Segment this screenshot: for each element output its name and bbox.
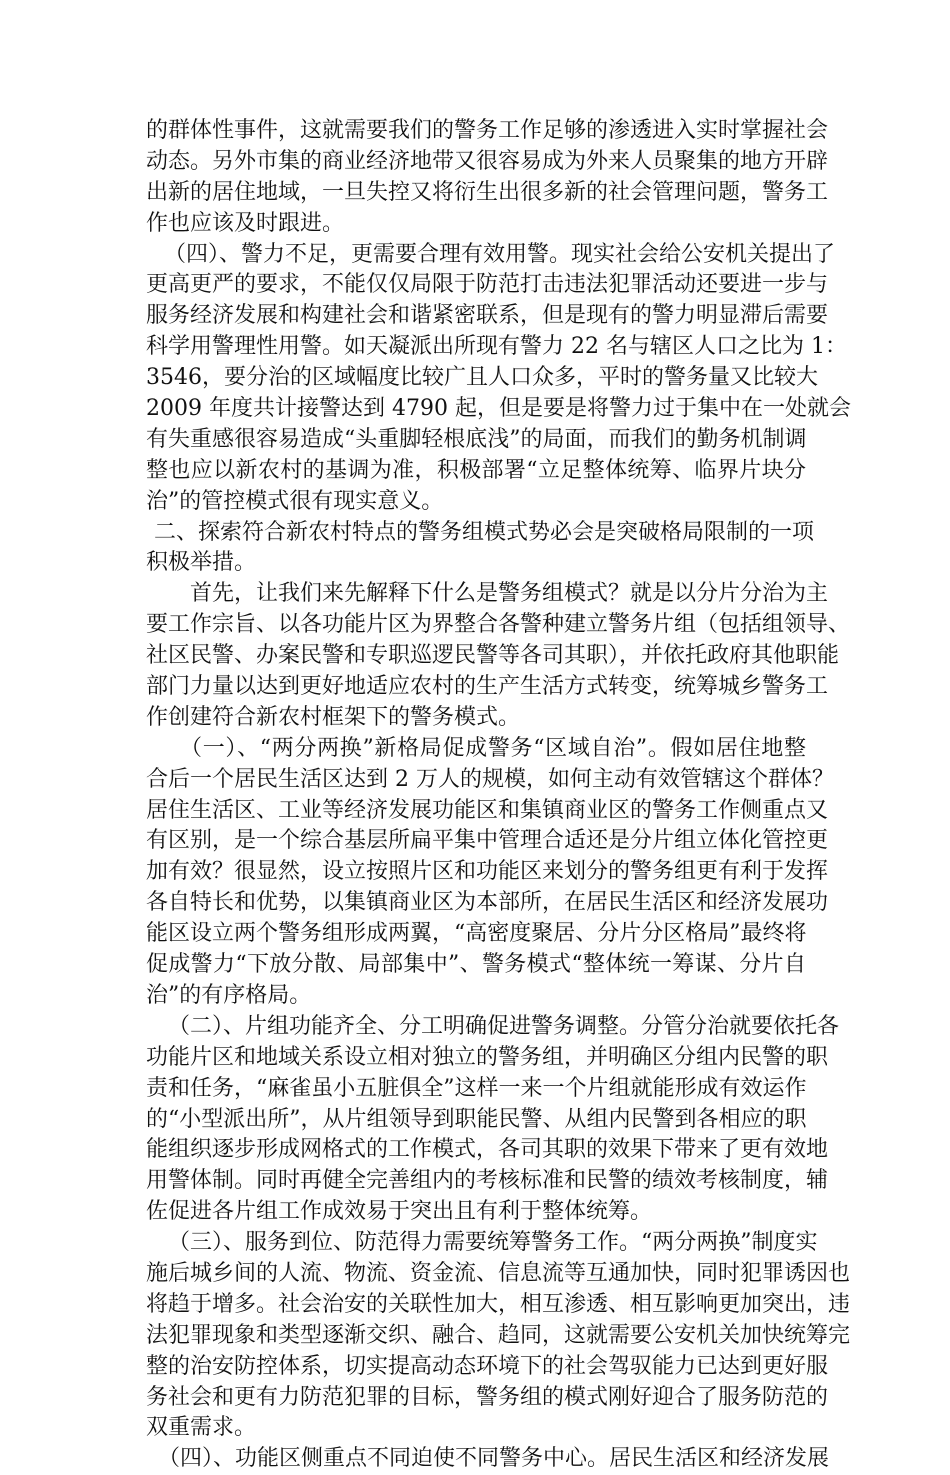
text-line: 有失重感很容易造成“头重脚轻根底浅”的局面，而我们的勤务机制调 [146,426,807,452]
text-line: 各自特长和优势，以集镇商业区为本部所，在居民生活区和经济发展功 [146,890,829,916]
text-line: 能区设立两个警务组形成两翼，“高密度聚居、分片分区格局”最终将 [146,921,807,947]
text-line: 加有效？很显然，设立按照片区和功能区来划分的警务组更有利于发挥 [146,859,829,885]
text-line: （三）、服务到位、防范得力需要统筹警务工作。“两分两换”制度实 [168,1230,818,1256]
text-line: （四）、功能区侧重点不同迫使不同警务中心。居民生活区和经济发展 [158,1446,830,1472]
text-line: 法犯罪现象和类型逐渐交织、融合、趋同，这就需要公安机关加快统筹完 [146,1322,851,1348]
text-line: 责和任务，“麻雀虽小五脏俱全”这样一来一个片组就能形成有效运作 [146,1075,807,1101]
text-line: 出新的居住地域，一旦失控又将衍生出很多新的社会管理问题，警务工 [146,179,829,205]
text-line: 佐促进各片组工作成效易于突出且有利于整体统筹。 [146,1199,653,1225]
text-line: 治”的有序格局。 [146,982,312,1008]
text-line: 务社会和更有力防范犯罪的目标，警务组的模式刚好迎合了服务防范的 [146,1384,829,1410]
text-line: 整的治安防控体系，切实提高动态环境下的社会驾驭能力已达到更好服 [146,1353,829,1379]
text-line: 能组织逐步形成网格式的工作模式，各司其职的效果下带来了更有效地 [146,1137,829,1163]
text-line: 科学用警理性用警。如天凝派出所现有警力 22 名与辖区人口之比为 1： [146,334,847,360]
text-line: 3546，要分治的区域幅度比较广且人口众多，平时的警务量又比较大 [146,365,818,391]
text-line: 用警体制。同时再健全完善组内的考核标准和民警的绩效考核制度，辅 [146,1168,829,1194]
text-line: 居住生活区、工业等经济发展功能区和集镇商业区的警务工作侧重点又 [146,797,829,823]
text-line: 社区民警、办案民警和专职巡逻民警等各司其职），并依托政府其他职能 [146,643,840,669]
text-line: 服务经济发展和构建社会和谐紧密联系，但是现有的警力明显滞后需要 [146,303,829,329]
text-line: 的“小型派出所”，从片组领导到职能民警、从组内民警到各相应的职 [146,1106,807,1132]
text-line: 动态。另外市集的商业经济地带又很容易成为外来人员聚集的地方开辟 [146,148,829,174]
text-line: （一）、“两分两换”新格局促成警务“区域自治”。假如居住地整 [180,735,806,761]
text-line: 二、探索符合新农村特点的警务组模式势必会是突破格局限制的一项 [154,519,815,545]
document-body [146,116,851,1475]
text-line: （二）、片组功能齐全、分工明确促进警务调整。分管分治就要依托各 [168,1013,840,1039]
text-line: 的群体性事件，这就需要我们的警务工作足够的渗透进入实时掌握社会 [146,118,829,143]
text-line: 更高更严的要求，不能仅仅局限于防范打击违法犯罪活动还要进一步与 [146,272,829,298]
document-page [146,116,851,1475]
text-line: 作也应该及时跟进。 [146,210,345,236]
text-line: 将趋于增多。社会治安的关联性加大，相互渗透、相互影响更加突出，违 [146,1291,851,1317]
text-line: 促成警力“下放分散、局部集中”、警务模式“整体统一筹谋、分片自 [146,952,806,978]
text-line: （四）、警力不足，更需要合理有效用警。现实社会给公安机关提出了 [164,241,836,267]
text-line: 整也应以新农村的基调为准，积极部署“立足整体统筹、临界片块分 [146,457,806,483]
text-line: 双重需求。 [146,1415,257,1441]
text-line: 积极举措。 [146,550,257,576]
text-line: 合后一个居民生活区达到 2 万人的规模，如何主动有效管辖这个群体？ [146,766,834,792]
text-line: 部门力量以达到更好地适应农村的生产生活方式转变，统筹城乡警务工 [146,674,829,700]
text-line: 施后城乡间的人流、物流、资金流、信息流等互通加快，同时犯罪诱因也 [146,1260,851,1286]
text-line: 首先，让我们来先解释下什么是警务组模式？就是以分片分治为主 [190,581,829,607]
text-line: 2009 年度共计接警达到 4790 起，但是要是将警力过于集中在一处就会 [146,396,851,422]
text-line: 治”的管控模式很有现实意义。 [146,488,444,514]
text-line: 作创建符合新农村框架下的警务模式。 [146,704,521,730]
text-line: 功能片区和地域关系设立相对独立的警务组，并明确区分组内民警的职 [146,1044,829,1070]
text-line: 要工作宗旨、以各功能片区为界整合各警种建立警务片组（包括组领导、 [146,612,851,638]
text-line: 有区别，是一个综合基层所扁平集中管理合适还是分片组立体化管控更 [146,828,829,854]
